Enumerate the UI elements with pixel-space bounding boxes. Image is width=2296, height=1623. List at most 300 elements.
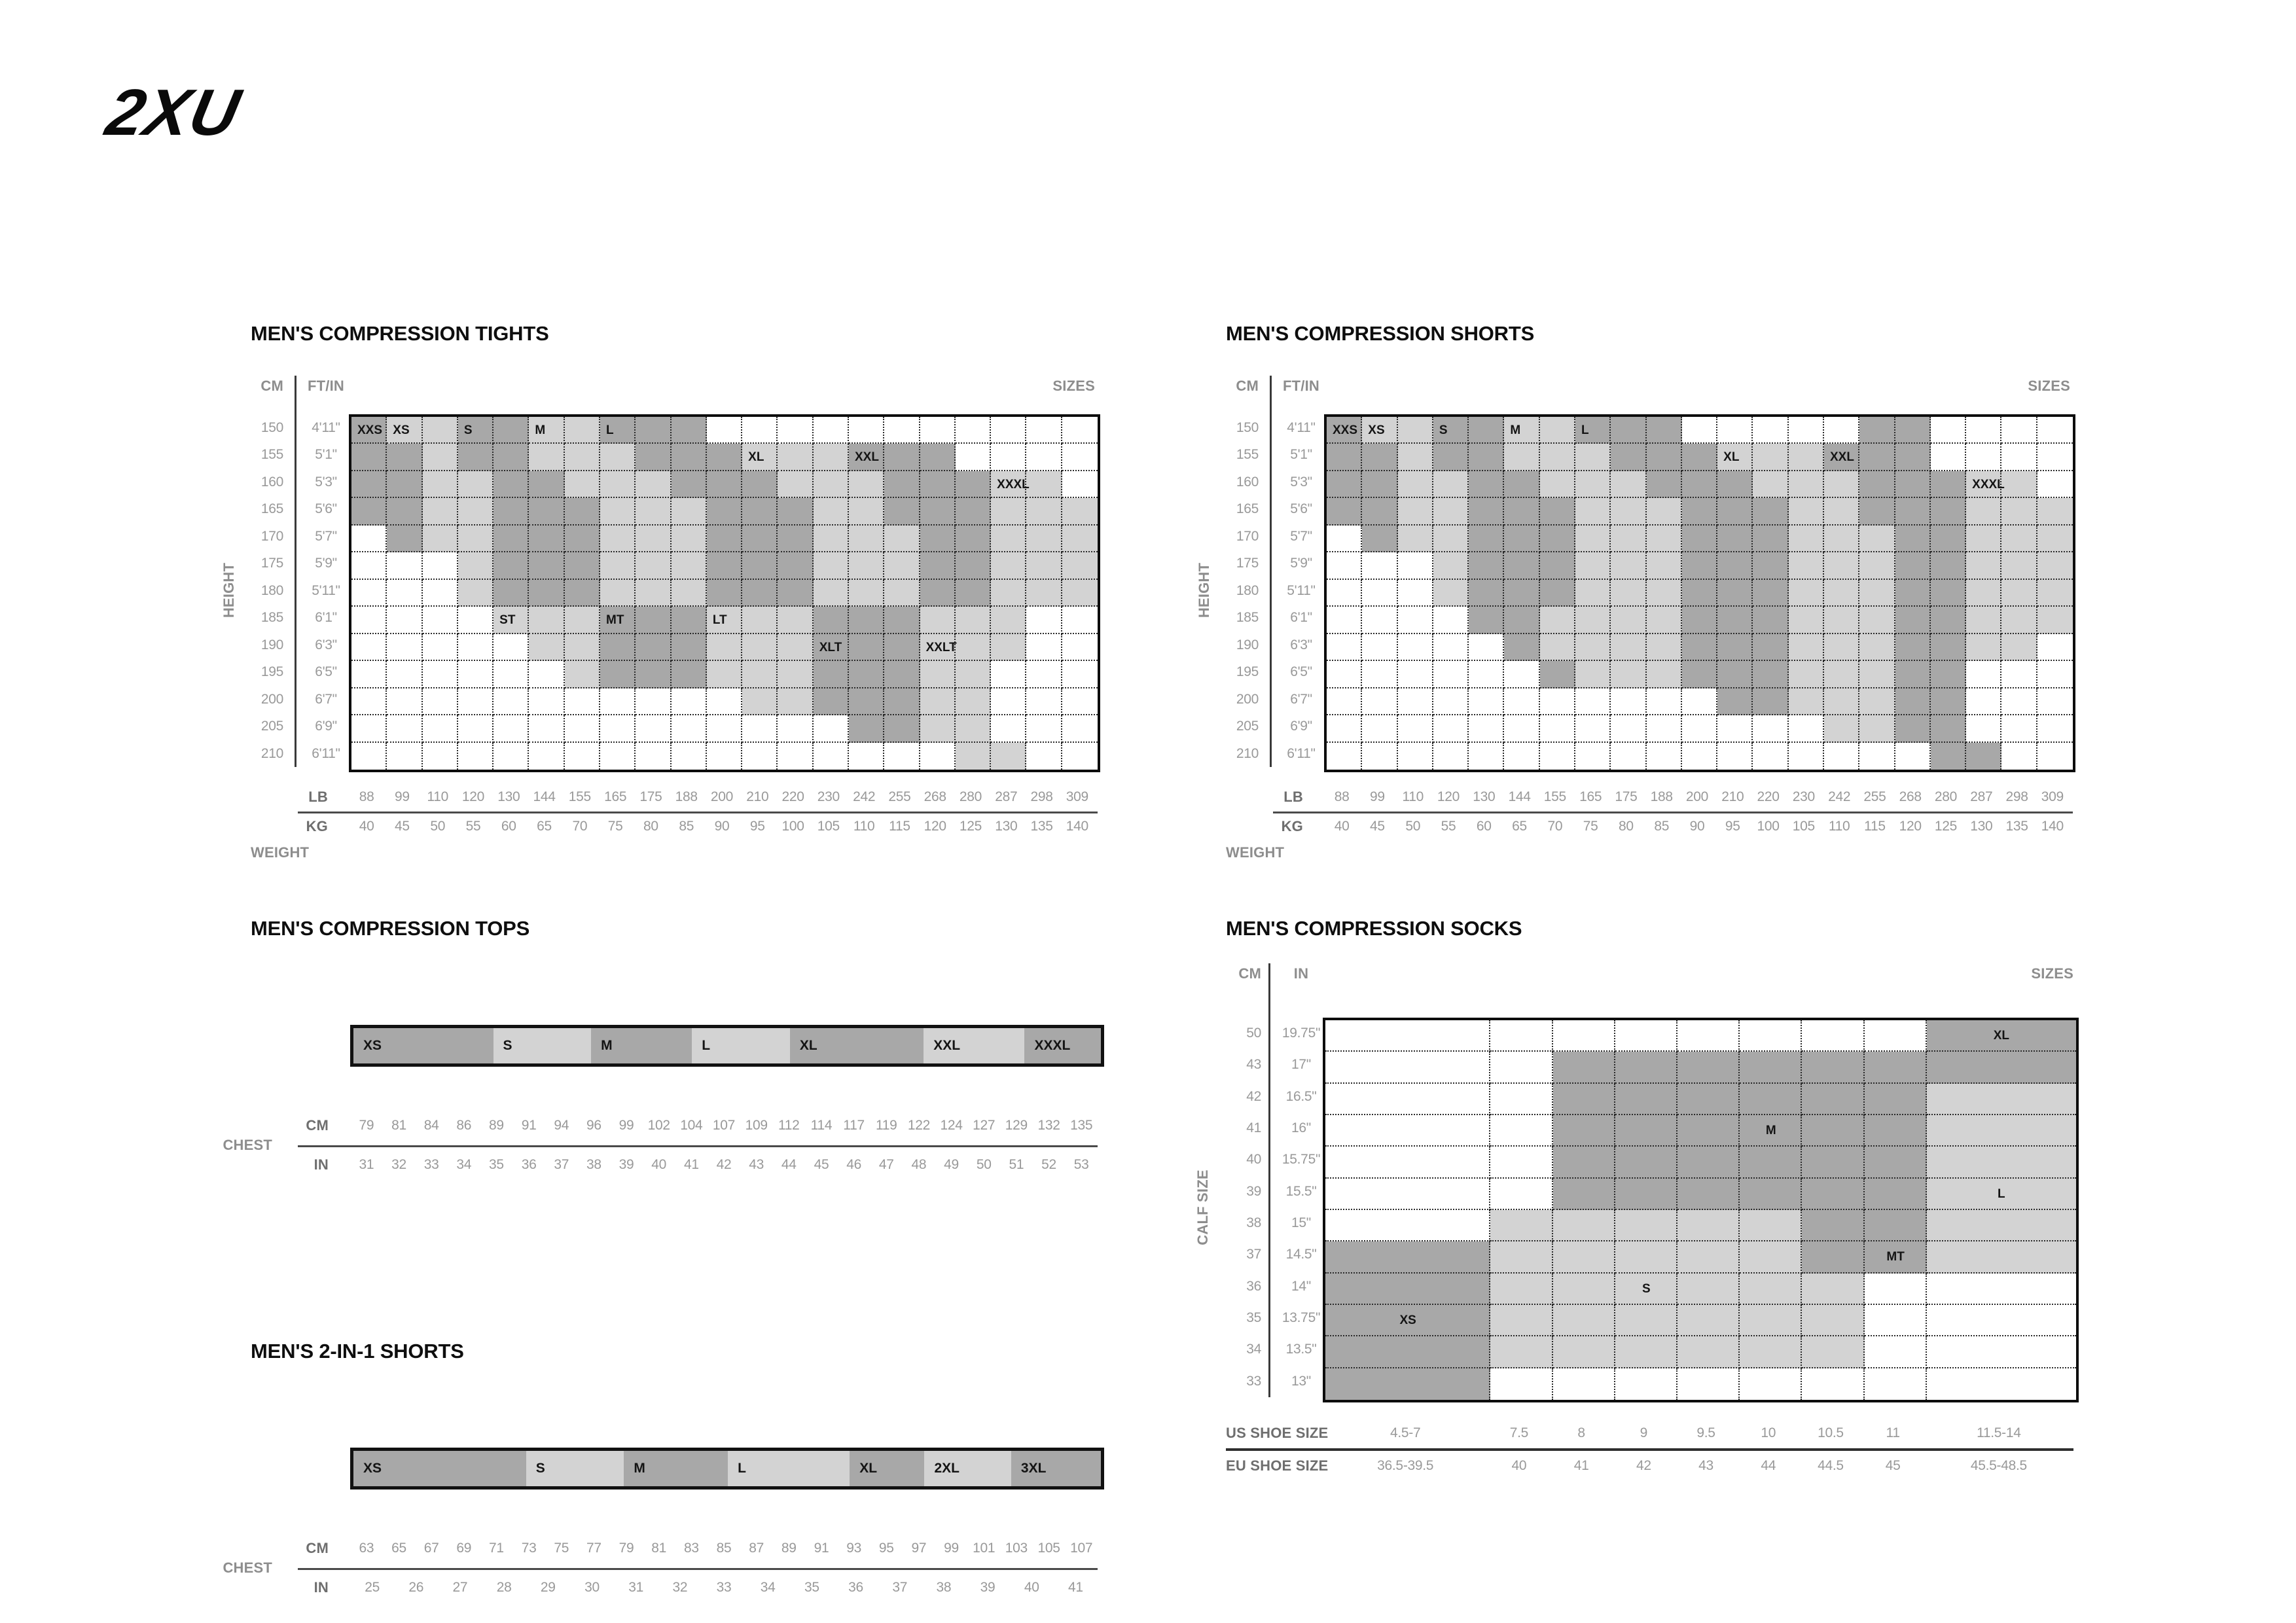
height-unit-cm-header: CM xyxy=(1236,378,1259,394)
size-region-label: XLT xyxy=(819,640,842,654)
grid-cell xyxy=(1682,661,1717,688)
grid-cell xyxy=(1615,1020,1677,1052)
grid-cell xyxy=(1615,1084,1677,1115)
chest-cm-value: 109 xyxy=(745,1118,768,1133)
grid-cell xyxy=(2037,444,2073,471)
grid-cell xyxy=(1611,552,1646,579)
grid-cell xyxy=(1575,634,1611,661)
weight-lb-value: 255 xyxy=(1863,789,1886,804)
calf-cm-value: 33 xyxy=(1246,1373,1261,1389)
grid-cell xyxy=(1859,471,1895,498)
grid-cell xyxy=(1682,580,1717,607)
grid-cell xyxy=(1789,526,1824,552)
grid-cell xyxy=(884,580,920,607)
grid-cell xyxy=(1865,1305,1927,1336)
grid-cell xyxy=(1469,498,1504,525)
chest-cm-value: 69 xyxy=(456,1541,472,1556)
grid-cell xyxy=(884,444,920,471)
grid-cell xyxy=(1859,526,1895,552)
grid-cell xyxy=(458,634,493,661)
grid-cell xyxy=(1740,1052,1802,1083)
grid-cell xyxy=(1927,1115,2076,1147)
weight-lb-value: 99 xyxy=(1370,789,1385,804)
eu-shoe-size-value: 42 xyxy=(1636,1458,1651,1473)
grid-cell xyxy=(1647,715,1682,742)
height-ftin-value: 6'3" xyxy=(1290,637,1312,652)
grid-cell xyxy=(423,552,458,579)
weight-kg-value: 130 xyxy=(1970,819,1993,834)
grid-cell xyxy=(1469,634,1504,661)
chest-cm-value: 97 xyxy=(911,1541,927,1556)
grid-cell xyxy=(1327,498,1362,525)
chest-cm-value: 89 xyxy=(781,1541,797,1556)
grid-cell xyxy=(1677,1336,1740,1368)
grid-cell xyxy=(1062,498,1098,525)
grid-cell xyxy=(1802,1368,1864,1400)
grid-cell xyxy=(1677,1020,1740,1052)
weight-lb-value: 220 xyxy=(1757,789,1780,804)
grid-cell xyxy=(1859,715,1895,742)
size-segment-label: S xyxy=(535,1461,545,1476)
grid-cell xyxy=(1575,607,1611,633)
grid-cell xyxy=(956,661,991,688)
sizes-header: SIZES xyxy=(2031,965,2073,982)
weight-lb-value: 188 xyxy=(1650,789,1673,804)
grid-cell xyxy=(529,688,564,715)
grid-cell xyxy=(1647,498,1682,525)
grid-cell xyxy=(565,444,600,471)
grid-cell xyxy=(1327,607,1362,633)
size-segment xyxy=(591,1028,692,1063)
grid-cell xyxy=(1504,552,1539,579)
size-segment-label: 2XL xyxy=(934,1461,960,1476)
grid-cell xyxy=(1859,444,1895,471)
grid-cell xyxy=(565,661,600,688)
grid-cell xyxy=(849,743,884,770)
grid-cell xyxy=(1362,498,1397,525)
grid-cell xyxy=(1540,715,1575,742)
chest-cm-value: 89 xyxy=(489,1118,504,1133)
grid-cell xyxy=(493,634,529,661)
grid-cell xyxy=(707,634,742,661)
grid-cell xyxy=(1325,1084,1490,1115)
grid-cell xyxy=(2001,580,2037,607)
weight-lb-value: 165 xyxy=(1579,789,1602,804)
size-segment-label: L xyxy=(738,1461,746,1476)
chest-cm-value: 91 xyxy=(521,1118,537,1133)
calf-in-value: 13.5" xyxy=(1285,1342,1317,1357)
grid-cell xyxy=(351,743,387,770)
grid-cell xyxy=(778,661,813,688)
grid-cell xyxy=(529,471,564,498)
grid-cell xyxy=(423,444,458,471)
size-region-label: XS xyxy=(1399,1313,1416,1327)
grid-cell xyxy=(814,607,849,633)
grid-cell xyxy=(1865,1147,1927,1178)
grid-cell xyxy=(778,743,813,770)
grid-cell xyxy=(956,607,991,633)
grid-cell xyxy=(1490,1020,1552,1052)
grid-cell xyxy=(1553,1336,1615,1368)
chest-axis-label: CHEST xyxy=(223,1137,272,1153)
grid-cell xyxy=(672,552,707,579)
grid-cell xyxy=(707,715,742,742)
grid-cell xyxy=(2001,498,2037,525)
chest-cm-value: 81 xyxy=(391,1118,406,1133)
grid-cell xyxy=(1325,1052,1490,1083)
grid-cell xyxy=(991,552,1026,579)
height-ftin-value: 6'7" xyxy=(1290,691,1312,707)
grid-cell xyxy=(2037,526,2073,552)
grid-cell xyxy=(742,661,778,688)
grid-cell xyxy=(1398,444,1433,471)
weight-kg-value: 65 xyxy=(537,819,552,834)
grid-cell xyxy=(1895,743,1931,770)
grid-cell xyxy=(351,471,387,498)
grid-cell xyxy=(2001,661,2037,688)
chest-cm-value: 93 xyxy=(846,1541,861,1556)
size-region-label: L xyxy=(1581,423,1589,437)
chest-cm-value: 105 xyxy=(1037,1541,1060,1556)
chart-title: MEN'S COMPRESSION SHORTS xyxy=(1226,322,1535,345)
grid-cell xyxy=(1740,1210,1802,1241)
grid-cell xyxy=(423,471,458,498)
size-region-label: S xyxy=(1641,1281,1651,1296)
chest-cm-value: 96 xyxy=(586,1118,601,1133)
grid-cell xyxy=(1553,1147,1615,1178)
size-segment-label: S xyxy=(503,1038,512,1053)
chart-title: MEN'S COMPRESSION TIGHTS xyxy=(251,322,549,345)
grid-cell xyxy=(1398,688,1433,715)
grid-cell xyxy=(1789,688,1824,715)
grid-cell xyxy=(956,715,991,742)
grid-cell xyxy=(1540,580,1575,607)
grid-cell xyxy=(1327,634,1362,661)
weight-kg-value: 115 xyxy=(889,819,910,834)
chest-cm-value: 129 xyxy=(1005,1118,1028,1133)
grid-cell xyxy=(1490,1052,1552,1083)
weight-kg-header: KG xyxy=(306,818,328,834)
grid-cell xyxy=(600,634,636,661)
calf-in-value: 13" xyxy=(1291,1373,1311,1389)
grid-cell xyxy=(1895,715,1931,742)
grid-cell xyxy=(1753,526,1788,552)
socks-root-grid xyxy=(1323,1018,2079,1402)
grid-cell xyxy=(387,471,422,498)
grid-cell xyxy=(1895,552,1931,579)
grid-cell xyxy=(1026,688,1062,715)
shoe-size-row-divider xyxy=(1226,1448,2073,1451)
weight-kg-value: 95 xyxy=(1725,819,1740,834)
grid-cell xyxy=(1717,661,1753,688)
size-segment xyxy=(728,1451,850,1486)
grid-cell xyxy=(1740,1179,1802,1210)
grid-cell xyxy=(493,715,529,742)
grid-cell xyxy=(387,715,422,742)
height-ftin-value: 5'7" xyxy=(315,528,337,544)
grid-cell xyxy=(1859,417,1895,444)
grid-cell xyxy=(1740,1241,1802,1273)
height-ftin-value: 6'9" xyxy=(315,719,337,734)
grid-cell xyxy=(849,526,884,552)
grid-cell xyxy=(991,661,1026,688)
grid-cell xyxy=(991,526,1026,552)
weight-lb-value: 200 xyxy=(1685,789,1709,804)
chest-in-value: 25 xyxy=(365,1580,380,1595)
chest-in-value: 40 xyxy=(651,1157,667,1172)
weight-kg-value: 135 xyxy=(2005,819,2028,834)
grid-cell xyxy=(1026,471,1062,498)
grid-cell xyxy=(600,688,636,715)
grid-cell xyxy=(1469,580,1504,607)
grid-cell xyxy=(1469,715,1504,742)
grid-cell xyxy=(1062,743,1098,770)
grid-cell xyxy=(742,743,778,770)
grid-cell xyxy=(1931,580,1966,607)
grid-cell xyxy=(1682,552,1717,579)
grid-cell xyxy=(387,580,422,607)
grid-cell xyxy=(1327,444,1362,471)
grid-cell xyxy=(458,526,493,552)
grid-cell xyxy=(672,498,707,525)
grid-cell xyxy=(600,661,636,688)
grid-cell xyxy=(493,688,529,715)
grid-cell xyxy=(991,743,1026,770)
grid-cell xyxy=(1398,498,1433,525)
grid-cell xyxy=(1824,607,1859,633)
size-region-label: L xyxy=(606,423,614,437)
size-region-label: S xyxy=(463,423,473,437)
grid-cell xyxy=(1927,1084,2076,1115)
grid-cell xyxy=(920,607,956,633)
grid-cell xyxy=(2001,634,2037,661)
grid-cell xyxy=(1398,715,1433,742)
grid-cell xyxy=(1966,661,2001,688)
calf-axis-label-text: CALF SIZE xyxy=(1194,1169,1211,1245)
grid-cell xyxy=(1062,417,1098,444)
chest-cm-value: 127 xyxy=(973,1118,996,1133)
grid-cell xyxy=(1026,552,1062,579)
brand-logo: 2XU xyxy=(100,76,247,149)
grid-cell xyxy=(814,715,849,742)
grid-cell xyxy=(1362,688,1397,715)
height-ftin-value: 6'11" xyxy=(1287,745,1316,761)
grid-cell xyxy=(1824,715,1859,742)
size-segment-label: XXXL xyxy=(1034,1038,1071,1053)
grid-cell xyxy=(778,580,813,607)
height-cm-value: 195 xyxy=(260,664,283,680)
grid-cell xyxy=(1753,471,1788,498)
grid-cell xyxy=(1647,526,1682,552)
height-cm-value: 205 xyxy=(1236,719,1259,734)
weight-kg-value: 90 xyxy=(1689,819,1705,834)
grid-cell xyxy=(1433,688,1469,715)
grid-cell xyxy=(1325,1115,1490,1147)
grid-cell xyxy=(529,607,564,633)
grid-cell xyxy=(1931,417,1966,444)
weight-lb-value: 155 xyxy=(1543,789,1566,804)
grid-cell xyxy=(1647,634,1682,661)
grid-cell xyxy=(1682,688,1717,715)
grid-cell xyxy=(672,715,707,742)
grid-cell xyxy=(1327,580,1362,607)
grid-cell xyxy=(1611,743,1646,770)
grid-cell xyxy=(1540,526,1575,552)
grid-cell xyxy=(884,743,920,770)
grid-cell xyxy=(1611,471,1646,498)
grid-cell xyxy=(1611,634,1646,661)
grid-cell xyxy=(1824,580,1859,607)
grid-cell xyxy=(636,526,671,552)
grid-cell xyxy=(1398,526,1433,552)
grid-cell xyxy=(884,471,920,498)
grid-cell xyxy=(1859,634,1895,661)
grid-cell xyxy=(529,526,564,552)
grid-cell xyxy=(1895,471,1931,498)
grid-cell xyxy=(1931,688,1966,715)
us-shoe-size-value: 11 xyxy=(1886,1425,1900,1440)
grid-cell xyxy=(529,444,564,471)
grid-cell xyxy=(387,552,422,579)
grid-cell xyxy=(351,715,387,742)
weight-kg-value: 70 xyxy=(1547,819,1563,834)
grid-cell xyxy=(1575,498,1611,525)
grid-cell xyxy=(1859,688,1895,715)
grid-cell xyxy=(1026,498,1062,525)
grid-cell xyxy=(1789,417,1824,444)
size-segment xyxy=(526,1451,624,1486)
grid-cell xyxy=(707,444,742,471)
weight-kg-header: KG xyxy=(1281,818,1303,834)
grid-cell xyxy=(707,417,742,444)
grid-cell xyxy=(920,417,956,444)
grid-cell xyxy=(1966,552,2001,579)
grid-cell xyxy=(1802,1115,1864,1147)
grid-cell xyxy=(2001,688,2037,715)
height-ftin-value: 4'11" xyxy=(312,420,340,435)
grid-cell xyxy=(1553,1274,1615,1305)
grid-cell xyxy=(814,498,849,525)
grid-cell xyxy=(2037,417,2073,444)
weight-row-divider xyxy=(1273,812,2073,813)
weight-lb-value: 175 xyxy=(639,789,662,804)
chest-cm-value: 107 xyxy=(712,1118,736,1133)
height-cm-value: 160 xyxy=(260,474,283,490)
size-region-label: XXL xyxy=(1830,450,1854,465)
grid-cell xyxy=(1789,743,1824,770)
shorts-root-grid-inner xyxy=(1327,417,2073,770)
grid-cell xyxy=(1469,743,1504,770)
size-region-label: M xyxy=(535,423,546,437)
grid-cell xyxy=(956,552,991,579)
grid-cell xyxy=(672,580,707,607)
grid-cell xyxy=(1490,1368,1552,1400)
size-region-label: XL xyxy=(1723,450,1740,465)
grid-cell xyxy=(920,552,956,579)
calf-cm-value: 42 xyxy=(1246,1088,1261,1104)
weight-kg-value: 45 xyxy=(395,819,410,834)
grid-cell xyxy=(458,688,493,715)
grid-cell xyxy=(814,661,849,688)
chest-in-value: 46 xyxy=(846,1157,861,1172)
grid-cell xyxy=(1490,1241,1552,1273)
grid-cell xyxy=(849,661,884,688)
grid-cell xyxy=(1553,1368,1615,1400)
grid-cell xyxy=(778,526,813,552)
grid-cell xyxy=(1927,1210,2076,1241)
weight-lb-value: 298 xyxy=(2005,789,2028,804)
grid-cell xyxy=(1717,417,1753,444)
weight-kg-value: 75 xyxy=(607,819,623,834)
grid-cell xyxy=(493,552,529,579)
height-ftin-value: 5'6" xyxy=(315,501,337,517)
grid-cell xyxy=(1717,552,1753,579)
grid-cell xyxy=(778,607,813,633)
grid-cell xyxy=(814,688,849,715)
size-region-label: XXS xyxy=(1333,423,1358,437)
grid-cell xyxy=(1469,526,1504,552)
grid-cell xyxy=(2037,634,2073,661)
grid-cell xyxy=(1615,1368,1677,1400)
height-ftin-value: 5'3" xyxy=(315,474,337,490)
grid-cell xyxy=(1966,688,2001,715)
grid-cell xyxy=(1553,1052,1615,1083)
grid-cell xyxy=(1398,471,1433,498)
grid-cell xyxy=(600,743,636,770)
grid-cell xyxy=(636,444,671,471)
weight-kg-value: 85 xyxy=(679,819,694,834)
grid-cell xyxy=(493,498,529,525)
grid-cell xyxy=(423,526,458,552)
grid-cell xyxy=(1398,634,1433,661)
grid-cell xyxy=(849,634,884,661)
grid-cell xyxy=(920,661,956,688)
grid-cell xyxy=(1802,1052,1864,1083)
grid-cell xyxy=(814,580,849,607)
weight-lb-value: 200 xyxy=(710,789,734,804)
grid-cell xyxy=(707,526,742,552)
grid-cell xyxy=(1611,715,1646,742)
grid-cell xyxy=(1062,715,1098,742)
grid-cell xyxy=(1504,743,1539,770)
grid-cell xyxy=(1490,1084,1552,1115)
grid-cell xyxy=(1931,661,1966,688)
grid-cell xyxy=(529,661,564,688)
chest-in-value: 42 xyxy=(716,1157,732,1172)
grid-cell xyxy=(672,471,707,498)
chest-in-value: 26 xyxy=(408,1580,424,1595)
us-shoe-size-value: 9 xyxy=(1640,1425,1648,1440)
chest-in-value: 29 xyxy=(540,1580,556,1595)
chest-cm-value: 87 xyxy=(749,1541,764,1556)
grid-cell xyxy=(1966,498,2001,525)
grid-cell xyxy=(884,661,920,688)
chest-cm-value: 85 xyxy=(716,1541,732,1556)
grid-cell xyxy=(1540,552,1575,579)
weight-kg-value: 130 xyxy=(995,819,1018,834)
eu-shoe-size-value: 44.5 xyxy=(1818,1458,1844,1473)
chest-in-value: 30 xyxy=(584,1580,600,1595)
chest-cm-value: 114 xyxy=(810,1118,833,1133)
weight-kg-value: 90 xyxy=(714,819,730,834)
us-shoe-size-value: 9.5 xyxy=(1696,1425,1715,1440)
grid-cell xyxy=(1469,607,1504,633)
grid-cell xyxy=(1540,688,1575,715)
grid-cell xyxy=(849,471,884,498)
weight-lb-value: 88 xyxy=(359,789,374,804)
grid-cell xyxy=(1677,1274,1740,1305)
height-ftin-value: 6'1" xyxy=(1290,610,1312,626)
